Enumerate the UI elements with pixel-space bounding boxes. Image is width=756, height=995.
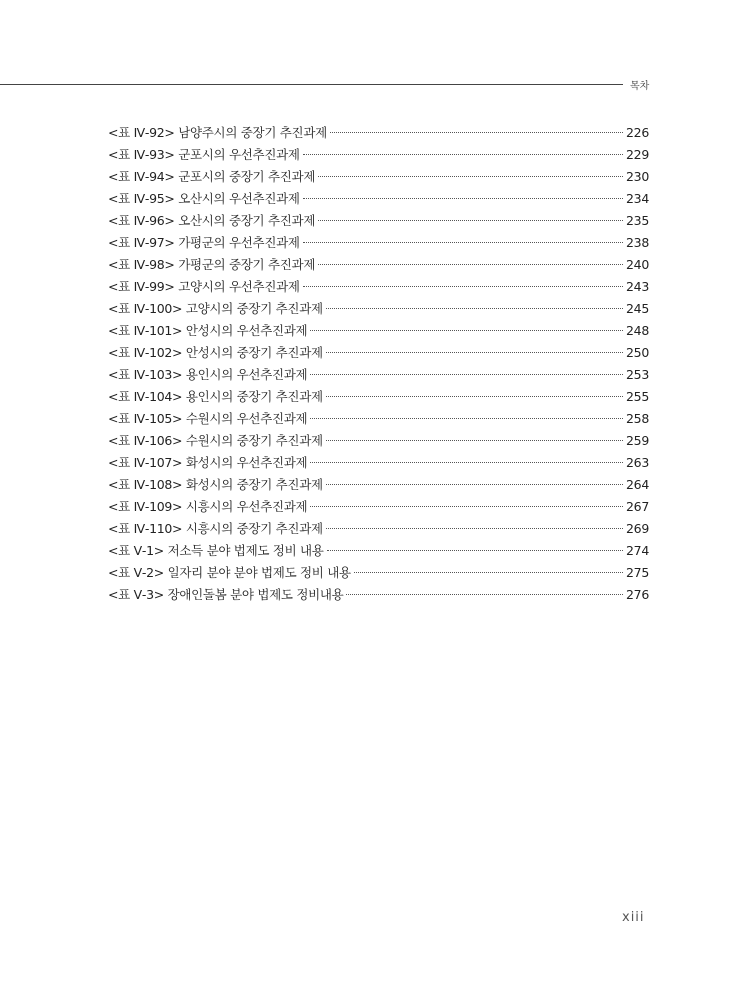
toc-leader-dots <box>330 132 623 133</box>
toc-entry-page: 275 <box>626 565 649 580</box>
toc-entry[interactable] <box>108 210 649 232</box>
toc-entry-page: 245 <box>626 301 649 316</box>
toc-entry-title: <표 Ⅳ-97> 가평군의 우선추진과제 <box>108 235 300 250</box>
toc-entry-title: <표 Ⅳ-102> 안성시의 중장기 추진과제 <box>108 345 323 360</box>
toc-entry-title: <표 Ⅳ-99> 고양시의 우선추진과제 <box>108 279 300 294</box>
toc-entry[interactable] <box>108 496 649 518</box>
toc-leader-dots <box>354 572 623 573</box>
toc-entry-title: <표 Ⅳ-93> 군포시의 우선추진과제 <box>108 147 300 162</box>
toc-entry-title: <표 Ⅳ-103> 용인시의 우선추진과제 <box>108 367 308 382</box>
toc-leader-dots <box>303 286 623 287</box>
toc-leader-dots <box>310 374 623 375</box>
toc-entry-title: <표 Ⅳ-108> 화성시의 중장기 추진과제 <box>108 477 323 492</box>
toc-entry[interactable] <box>108 342 649 364</box>
toc-leader-dots <box>326 352 623 353</box>
toc-entry[interactable] <box>108 430 649 452</box>
toc-entry-title: <표 Ⅴ-1> 저소득 분야 법제도 정비 내용 <box>108 543 324 558</box>
toc-entry[interactable] <box>108 364 649 386</box>
toc-entry-page: 240 <box>626 257 649 272</box>
toc-entry-title: <표 Ⅳ-101> 안성시의 우선추진과제 <box>108 323 308 338</box>
toc-entry-page: 274 <box>626 543 649 558</box>
toc-leader-dots <box>326 528 623 529</box>
toc-entry[interactable] <box>108 254 649 276</box>
toc-entry-title: <표 Ⅳ-94> 군포시의 중장기 추진과제 <box>108 169 316 184</box>
toc-entry-page: 264 <box>626 477 649 492</box>
toc-entry-title: <표 Ⅳ-100> 고양시의 중장기 추진과제 <box>108 301 323 316</box>
toc-entry[interactable] <box>108 166 649 188</box>
toc-leader-dots <box>326 440 623 441</box>
toc-leader-dots <box>310 330 623 331</box>
toc-entry[interactable] <box>108 320 649 342</box>
toc-entry[interactable] <box>108 474 649 496</box>
toc-leader-dots <box>318 220 623 221</box>
toc-entry-page: 250 <box>626 345 649 360</box>
toc-entry-title: <표 Ⅳ-107> 화성시의 우선추진과제 <box>108 455 308 470</box>
toc-leader-dots <box>310 418 623 419</box>
toc-entry[interactable] <box>108 144 649 166</box>
toc-entry-title: <표 Ⅳ-92> 남양주시의 중장기 추진과제 <box>108 125 327 140</box>
header-rule <box>0 84 623 85</box>
toc-entry-title: <표 Ⅴ-2> 일자리 분야 분야 법제도 정비 내용 <box>108 565 351 580</box>
toc-entry-title: <표 Ⅳ-109> 시흥시의 우선추진과제 <box>108 499 308 514</box>
toc-entry-page: 259 <box>626 433 649 448</box>
toc-entry[interactable] <box>108 122 649 144</box>
toc-entry-page: 269 <box>626 521 649 536</box>
toc-entry[interactable] <box>108 298 649 320</box>
toc-entry-page: 226 <box>626 125 649 140</box>
toc-entry-page: 229 <box>626 147 649 162</box>
toc-leader-dots <box>310 462 623 463</box>
toc-entry-page: 258 <box>626 411 649 426</box>
toc-leader-dots <box>326 308 623 309</box>
toc-entry[interactable] <box>108 188 649 210</box>
toc-entry-title: <표 Ⅴ-3> 장애인돌봄 분야 법제도 정비내용 <box>108 587 344 602</box>
toc-entry[interactable] <box>108 408 649 430</box>
toc-entry-page: 234 <box>626 191 649 206</box>
toc-entry-title: <표 Ⅳ-105> 수원시의 우선추진과제 <box>108 411 308 426</box>
toc-entry-page: 253 <box>626 367 649 382</box>
header-section-label: 목차 <box>630 81 650 92</box>
toc-entry-title: <표 Ⅳ-95> 오산시의 우선추진과제 <box>108 191 300 206</box>
toc-leader-dots <box>303 154 623 155</box>
toc-entry-title: <표 Ⅳ-98> 가평군의 중장기 추진과제 <box>108 257 316 272</box>
toc-leader-dots <box>346 594 623 595</box>
toc-entry-page: 238 <box>626 235 649 250</box>
toc-entry-page: 255 <box>626 389 649 404</box>
toc-entry-page: 263 <box>626 455 649 470</box>
toc-leader-dots <box>326 396 623 397</box>
toc-entry[interactable] <box>108 584 649 606</box>
table-of-contents <box>108 122 649 606</box>
toc-entry-title: <표 Ⅳ-106> 수원시의 중장기 추진과제 <box>108 433 323 448</box>
toc-entry[interactable] <box>108 540 649 562</box>
toc-entry[interactable] <box>108 386 649 408</box>
toc-leader-dots <box>327 550 623 551</box>
toc-leader-dots <box>326 484 623 485</box>
toc-entry-title: <표 Ⅳ-96> 오산시의 중장기 추진과제 <box>108 213 316 228</box>
toc-entry[interactable] <box>108 276 649 298</box>
toc-leader-dots <box>318 176 623 177</box>
toc-leader-dots <box>318 264 623 265</box>
toc-entry[interactable] <box>108 452 649 474</box>
toc-leader-dots <box>303 242 623 243</box>
toc-leader-dots <box>303 198 623 199</box>
toc-entry-page: 267 <box>626 499 649 514</box>
toc-entry-page: 248 <box>626 323 649 338</box>
toc-entry-page: 235 <box>626 213 649 228</box>
toc-entry-page: 276 <box>626 587 649 602</box>
toc-entry-title: <표 Ⅳ-104> 용인시의 중장기 추진과제 <box>108 389 323 404</box>
page-number: xiii <box>622 910 645 925</box>
toc-entry-page: 230 <box>626 169 649 184</box>
toc-entry[interactable] <box>108 518 649 540</box>
toc-leader-dots <box>310 506 623 507</box>
toc-entry[interactable] <box>108 562 649 584</box>
toc-entry[interactable] <box>108 232 649 254</box>
toc-entry-page: 243 <box>626 279 649 294</box>
toc-entry-title: <표 Ⅳ-110> 시흥시의 중장기 추진과제 <box>108 521 323 536</box>
